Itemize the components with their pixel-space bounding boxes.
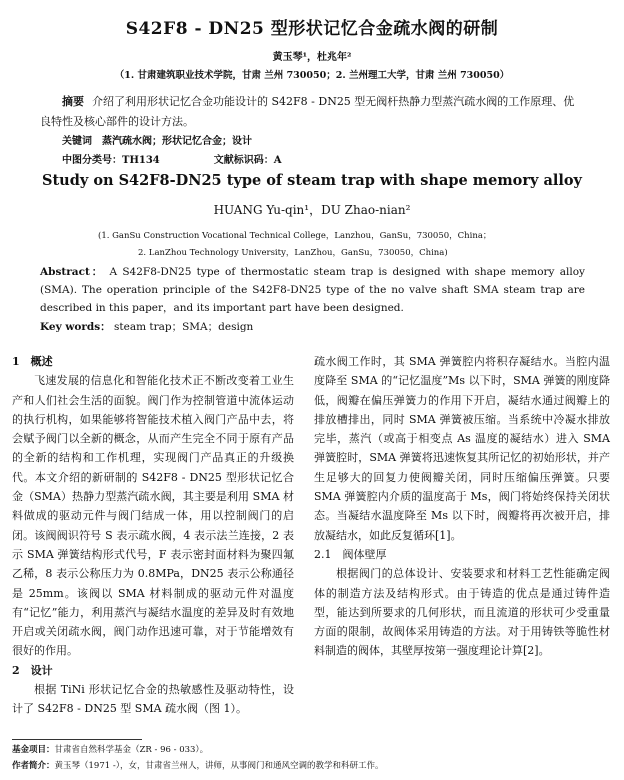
affiliation-english-2: 2. LanZhou Technology University，LanZhou，GanSu，730050，China) [138,248,448,258]
paragraph-wall-thickness: 根据阀门的总体设计、安装要求和材料工艺性能确定阀体的制造方法及结构形式。由于铸造的优点是通过铸件造型，能达到所要求的几何形状，而且流道的形状可少受重量方面的限制，故阀体采用铸造的方法。对于用铸铁等脆性材料制造的阀体，其壁厚按第一强度理论计算[2]。 [314,567,610,658]
clc-label: 中图分类号： [62,155,122,166]
title-chinese: S42F8 - DN25 型形状记忆合金疏水阀的研制 [125,19,499,39]
keywords-chinese [62,132,252,147]
abstract-chinese [40,92,585,132]
keywords-english [40,319,253,334]
paragraph-design: 根据 TiNi 形状记忆合金的热敏感性及驱动特性，设计了 S42F8 - DN25 型 SMA 疏水阀（图 1）。 [12,683,294,716]
section-heading-wall-thickness: 2.1 阀体壁厚 [314,547,387,561]
affiliation-english [98,228,568,262]
keywords-english-label: Key words： [40,321,111,333]
footnote-author-text: 黄玉琴（1971 -），女，甘肃省兰州人，讲师，从事阀门和通风空调的教学和科研工作。 [54,761,384,771]
abstract-chinese-label: 摘要 [62,95,84,108]
abstract-english [40,263,585,317]
keywords-chinese-text: 蒸汽疏水阀；形状记忆合金；设计 [102,136,252,147]
footnote-divider [12,739,142,740]
keywords-english-text: steam trap；SMA；design [114,321,254,333]
doc-code-value: A [273,155,282,166]
authors-chinese: 黄玉琴¹，杜兆年² [272,52,352,63]
authors-english: HUANG Yu-qin¹，DU Zhao-nian² [213,203,411,217]
footnote-fund [12,743,612,755]
doc-code-label: 文献标识码： [213,155,274,166]
keywords-chinese-label: 关键词 [62,136,92,147]
affiliation-chinese: （1. 甘肃建筑职业技术学院，甘肃 兰州 730050；2. 兰州理工大学，甘肃 兰州 730050） [114,70,510,81]
body-right-column [314,352,610,661]
footnote-author [12,759,612,771]
title-english: Study on S42F8-DN25 type of steam trap with shape memory alloy [42,172,582,189]
abstract-english-label: Abstract： [40,266,105,278]
section-heading-overview: 1 概述 [12,355,53,368]
section-heading-design: 2 设计 [12,663,53,677]
clc-value: TH134 [122,155,160,166]
paragraph-operation: 疏水阀工作时，其 SMA 弹簧腔内将积存凝结水。当腔内温度降至 SMA 的“记忆温度”Ms 以下时，SMA 弹簧的刚度降低，阀瓣在偏压弹簧力的作用下开启，凝结水通过阀瓣上的排放槽排出，同时 SMA 弹簧被压缩。当系统中冷凝水排放完毕，蒸汽（或高于相变点 As 温度的凝结水）进入 SMA 弹簧腔时，SMA 弹簧将迅速恢复其所记忆的初始形状，并产生足够大的回复力使阀瓣关闭，同时压缩偏压弹簧。只要 SMA 弹簧腔内介质的温度高于 Ms，阀门将始终保持关闭状态。当凝结水温度降至 Ms 以下时，阀瓣将再次被开启，排放凝结水，如此反复循环[1]。 [314,355,610,542]
footnote-fund-text: 甘肃省自然科学基金（ZR - 96 - 033）。 [54,745,209,755]
footnote-author-label: 作者简介： [12,761,55,771]
abstract-chinese-text: 介绍了利用形状记忆合金功能设计的 S42F8 - DN25 型无阀杆热静力型蒸汽疏水阀的工作原理、优良特性及核心部件的设计方法。 [40,95,575,128]
body-left-column [12,352,294,719]
classification-line [62,151,282,166]
affiliation-english-1: (1. GanSu Construction Vocational Technical College，Lanzhou，GanSu，730050，China； [98,231,492,241]
abstract-english-text: A S42F8-DN25 type of thermostatic steam trap is designed with shape memory alloy (SMA). The operation principle of the S42F8-DN25 type of the no valve shaft SMA steam trap are described in this paper，and its important part have been designed. [40,266,585,314]
paragraph-overview: 飞速发展的信息化和智能化技术正不断改变着工业生产和人们社会生活的面貌。阀门作为控制管道中流体运动的执行机构，如果能够将智能技术植入阀门产品中去，将会赋予阀门以全新的概念，从而产生完全不同于原有产品的全新的结构和工作机理，实现阀门产品真正的升级换代。本文介绍的新研制的 S42F8 - DN25 型形状记忆合金（SMA）热静力型蒸汽疏水阀，其主要是利用 SMA 材料做成的驱动元件与阀门结成一体，用以控制阀门的启闭。该阀阀识符号 S 表示疏水阀，4 表示法兰连接，2 表示 SMA 弹簧结构形式代号，F 表示密封面材料为聚四氟乙稀，8 表示公称压力为 0.8MPa，DN25 表示公称通径是 25mm。该阀以 SMA 材料制成的驱动元件对温度有“记忆”能力，利用蒸汽与凝结水温度的差异及时有效地开启或关闭疏水阀，阀门动作迅速可靠，对于节能增效有很好的作用。 [12,374,294,658]
footnote-fund-label: 基金项目： [12,745,55,755]
